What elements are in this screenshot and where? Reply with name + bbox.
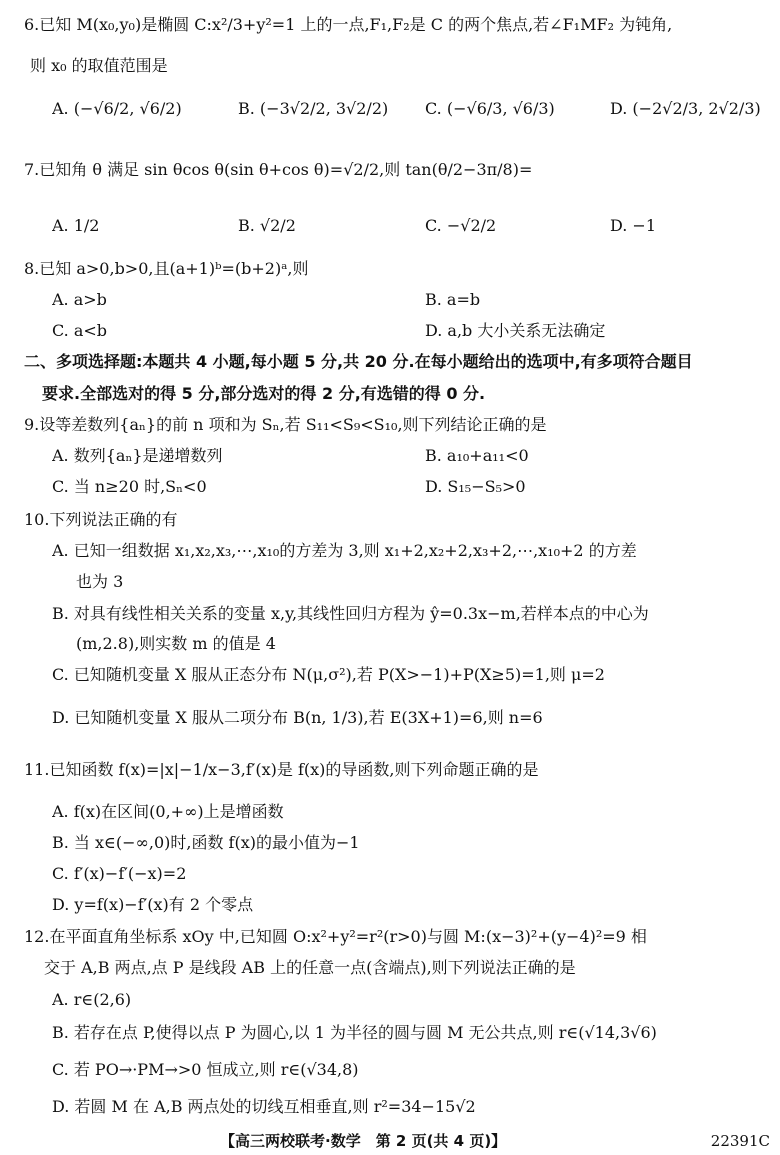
q8-option-b: B. a=b [425, 290, 481, 309]
q8-options-row1 [52, 285, 770, 315]
q9-options-row2 [52, 472, 770, 502]
q9-option-b: B. a₁₀+a₁₁<0 [425, 446, 529, 465]
q6-option-d: D. (−2√2/3, 2√2/3) [610, 99, 761, 118]
q7-stem: 7.已知角 θ 满足 sin θcos θ(sin θ+cos θ)=√2/2,则 tan(θ/2−3π/8)= [24, 160, 533, 179]
q10-option-b-line2: (m,2.8),则实数 m 的值是 4 [76, 634, 276, 653]
q9-option-c: C. 当 n≥20 时,Sₙ<0 [52, 477, 207, 496]
q9-option-d: D. S₁₅−S₅>0 [425, 477, 526, 496]
q12-stem-line2: 交于 A,B 两点,点 P 是线段 AB 上的任意一点(含端点),则下列说法正确的是 [44, 958, 576, 977]
q10-stem: 10.下列说法正确的有 [24, 510, 178, 529]
q8-options-row2 [52, 316, 770, 346]
q7-options [52, 211, 770, 241]
q6-option-b: B. (−3√2/2, 3√2/2) [238, 99, 389, 118]
q11-option-a: A. f(x)在区间(0,+∞)上是增函数 [52, 802, 284, 821]
q10-option-c: C. 已知随机变量 X 服从正态分布 N(μ,σ²),若 P(X>−1)+P(X≥5)=1,则 μ=2 [52, 665, 605, 684]
q7-option-a: A. 1/2 [52, 216, 100, 235]
q8-stem: 8.已知 a>0,b>0,且(a+1)ᵇ=(b+2)ᵃ,则 [24, 259, 309, 278]
q11-option-d: D. y=f(x)−f′(x)有 2 个零点 [52, 895, 254, 914]
q12-option-c: C. 若 PO→·PM→>0 恒成立,则 r∈(√34,8) [52, 1060, 359, 1079]
q6-stem-line2: 则 x₀ 的取值范围是 [30, 56, 168, 75]
q7-option-b: B. √2/2 [238, 216, 296, 235]
q12-option-a: A. r∈(2,6) [52, 990, 132, 1009]
q8-option-d: D. a,b 大小关系无法确定 [425, 321, 606, 340]
q9-options-row1 [52, 441, 770, 471]
section2-heading-line1: 二、多项选择题:本题共 4 小题,每小题 5 分,共 20 分.在每小题给出的选项中,有多项符合题目 [24, 352, 693, 371]
q6-option-a: A. (−√6/2, √6/2) [52, 99, 182, 118]
q8-option-a: A. a>b [52, 290, 107, 309]
q8-option-c: C. a<b [52, 321, 108, 340]
q11-stem: 11.已知函数 f(x)=|x|−1/x−3,f′(x)是 f(x)的导函数,则下列命题正确的是 [24, 760, 539, 779]
q12-option-d: D. 若圆 M 在 A,B 两点处的切线互相垂直,则 r²=34−15√2 [52, 1097, 476, 1116]
q10-option-a-line2: 也为 3 [76, 572, 124, 591]
q12-stem-line1: 12.在平面直角坐标系 xOy 中,已知圆 O:x²+y²=r²(r>0)与圆 M:(x−3)²+(y−4)²=9 相 [24, 927, 647, 946]
q11-option-b: B. 当 x∈(−∞,0)时,函数 f(x)的最小值为−1 [52, 833, 360, 852]
q9-stem: 9.设等差数列{aₙ}的前 n 项和为 Sₙ,若 S₁₁<S₉<S₁₀,则下列结论正确的是 [24, 415, 547, 434]
footer-page-info: 【高三两校联考·数学 第 2 页(共 4 页)】 [220, 1132, 507, 1150]
q7-option-c: C. −√2/2 [425, 216, 497, 235]
q10-option-a-line1: A. 已知一组数据 x₁,x₂,x₃,⋯,x₁₀的方差为 3,则 x₁+2,x₂+2,x₃+2,⋯,x₁₀+2 的方差 [52, 541, 637, 560]
q6-option-c: C. (−√6/3, √6/3) [425, 99, 555, 118]
q10-option-d: D. 已知随机变量 X 服从二项分布 B(n, 1/3),若 E(3X+1)=6,则 n=6 [52, 708, 543, 727]
q7-option-d: D. −1 [610, 216, 657, 235]
q9-option-a: A. 数列{aₙ}是递增数列 [52, 446, 223, 465]
q11-option-c: C. f′(x)−f′(−x)=2 [52, 864, 187, 883]
page-footer [0, 1128, 780, 1154]
section2-heading-line2: 要求.全部选对的得 5 分,部分选对的得 2 分,有选错的得 0 分. [42, 384, 486, 403]
q10-option-b-line1: B. 对具有线性相关关系的变量 x,y,其线性回归方程为 ŷ=0.3x−m,若样本点的中心为 [52, 604, 649, 623]
q6-options [52, 94, 770, 124]
footer-exam-code: 22391C [710, 1132, 770, 1150]
q6-stem-line1: 6.已知 M(x₀,y₀)是椭圆 C:x²/3+y²=1 上的一点,F₁,F₂是 C 的两个焦点,若∠F₁MF₂ 为钝角, [24, 15, 673, 34]
q12-option-b: B. 若存在点 P,使得以点 P 为圆心,以 1 为半径的圆与圆 M 无公共点,则 r∈(√14,3√6) [52, 1023, 657, 1042]
